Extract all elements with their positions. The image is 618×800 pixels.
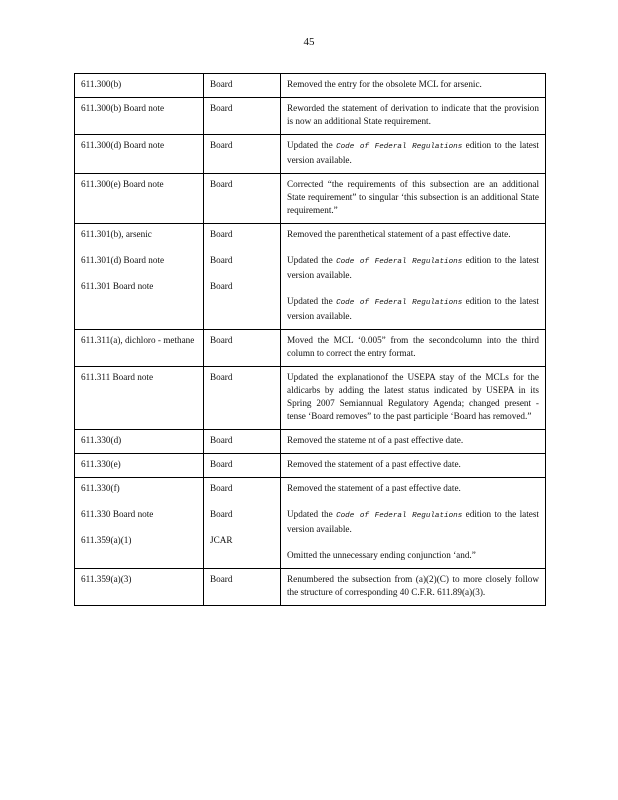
section-reference: 611.300(b) Board note <box>81 103 165 113</box>
description-text: Omitted the unnecessary ending conjunction ‘and.” <box>287 550 476 560</box>
table-row <box>75 174 546 224</box>
description-text: edition to the latest version available. <box>287 296 539 321</box>
change-description <box>287 458 539 471</box>
agency-cell <box>204 174 281 224</box>
section-reference: 611.300(d) Board note <box>81 140 165 150</box>
agency-cell <box>204 367 281 430</box>
agency-cell <box>204 98 281 135</box>
section-cell <box>75 98 204 135</box>
section-cell <box>75 430 204 454</box>
agency-cell <box>204 330 281 367</box>
change-description <box>287 434 539 447</box>
agency-cell <box>204 224 281 330</box>
change-description <box>287 139 539 167</box>
table-row <box>75 454 546 478</box>
description-text: Updated the <box>287 509 337 519</box>
description-text: edition to the latest version available. <box>287 509 539 534</box>
section-reference: 611.359(a)(1) <box>81 535 132 545</box>
page-number: 45 <box>303 36 315 48</box>
change-description <box>287 371 539 423</box>
cfr-title: Code of Federal Regulations <box>336 299 463 307</box>
section-cell <box>75 174 204 224</box>
table-row <box>75 135 546 174</box>
change-description <box>287 508 539 536</box>
section-reference: 611.301 Board note <box>81 281 154 291</box>
changes-table <box>74 73 546 606</box>
section-cell <box>75 569 204 606</box>
table-row <box>75 478 546 569</box>
description-cell <box>281 367 546 430</box>
description-text: Renumbered the subsection from (a)(2)(C) to more closely follow the structure of corresponding 40 C.F.R. 611.89(a)(3). <box>287 574 539 597</box>
change-description <box>287 228 539 241</box>
change-description <box>287 295 539 323</box>
section-reference: 611.330(e) <box>81 459 121 469</box>
section-cell <box>75 454 204 478</box>
section-cell <box>75 478 204 569</box>
description-text: Moved the MCL ‘0.005” from the secondcolumn into the third column to correct the entry format. <box>287 335 539 358</box>
description-text: edition to the latest version available. <box>287 255 539 280</box>
section-reference: 611.300(e) Board note <box>81 179 164 189</box>
description-text: edition to the latest version available. <box>287 140 539 165</box>
agency-cell <box>204 74 281 98</box>
description-cell <box>281 174 546 224</box>
agency-cell <box>204 569 281 606</box>
section-cell <box>75 224 204 330</box>
description-text: Updated the <box>287 140 337 150</box>
agency-name: Board <box>210 79 233 89</box>
description-cell <box>281 330 546 367</box>
agency-cell <box>204 454 281 478</box>
section-reference: 611.330(d) <box>81 435 122 445</box>
section-reference: 611.300(b) <box>81 79 122 89</box>
description-cell <box>281 135 546 174</box>
description-text: Reworded the statement of derivation to indicate that the provision is now an additional State requirement. <box>287 103 539 126</box>
change-description <box>287 178 539 217</box>
change-description <box>287 334 539 360</box>
section-reference: 611.311(a), dichloro - methane <box>81 335 195 345</box>
agency-name: Board <box>210 103 233 113</box>
description-text: Corrected “the requirements of this subsection are an additional State requirement” to singular ‘this subsection is an additional State requirement.” <box>287 179 539 215</box>
change-description <box>287 549 539 562</box>
agency-name: Board <box>210 509 233 519</box>
cfr-title: Code of Federal Regulations <box>336 512 463 520</box>
agency-name: Board <box>210 229 233 239</box>
agency-cell <box>204 135 281 174</box>
description-text: Removed the parenthetical statement of a past effective date. <box>287 229 511 239</box>
section-reference: 611.301(b), arsenic <box>81 229 152 239</box>
description-cell <box>281 569 546 606</box>
section-reference: 611.311 Board note <box>81 372 154 382</box>
section-cell <box>75 135 204 174</box>
agency-name: Board <box>210 335 233 345</box>
table-body <box>75 74 546 606</box>
table-row <box>75 367 546 430</box>
agency-name: JCAR <box>210 535 233 545</box>
description-cell <box>281 224 546 330</box>
agency-name: Board <box>210 372 233 382</box>
section-reference: 611.359(a)(3) <box>81 574 132 584</box>
agency-name: Board <box>210 140 233 150</box>
agency-name: Board <box>210 179 233 189</box>
section-cell <box>75 74 204 98</box>
table-row <box>75 330 546 367</box>
table-row <box>75 74 546 98</box>
change-description <box>287 254 539 282</box>
description-cell <box>281 454 546 478</box>
description-cell <box>281 478 546 569</box>
description-cell <box>281 74 546 98</box>
section-reference: 611.301(d) Board note <box>81 255 165 265</box>
agency-name: Board <box>210 255 233 265</box>
change-description <box>287 482 539 495</box>
section-reference: 611.330 Board note <box>81 509 154 519</box>
table-row <box>75 430 546 454</box>
table-row <box>75 98 546 135</box>
description-cell <box>281 98 546 135</box>
description-text: Updated the explanationof the USEPA stay of the MCLs for the aldicarbs by adding the latest status indicated by USEPA in its Spring 2007 Semiannual Regulatory Agenda; changed present -tense ‘Board removes” to the past participle ‘Board has removed.” <box>287 372 539 421</box>
section-cell <box>75 330 204 367</box>
cfr-title: Code of Federal Regulations <box>336 258 463 266</box>
agency-name: Board <box>210 459 233 469</box>
agency-name: Board <box>210 483 233 493</box>
description-cell <box>281 430 546 454</box>
section-reference: 611.330(f) <box>81 483 120 493</box>
agency-cell <box>204 478 281 569</box>
agency-name: Board <box>210 574 233 584</box>
section-cell <box>75 367 204 430</box>
change-description <box>287 573 539 599</box>
agency-cell <box>204 430 281 454</box>
description-text: Removed the statement of a past effective date. <box>287 483 461 493</box>
table-row <box>75 569 546 606</box>
agency-name: Board <box>210 435 233 445</box>
description-text: Removed the stateme nt of a past effective date. <box>287 435 464 445</box>
table-row <box>75 224 546 330</box>
agency-name: Board <box>210 281 233 291</box>
change-description <box>287 102 539 128</box>
description-text: Removed the statement of a past effective date. <box>287 459 461 469</box>
change-description <box>287 78 539 91</box>
description-text: Updated the <box>287 255 337 265</box>
cfr-title: Code of Federal Regulations <box>336 143 463 151</box>
description-text: Removed the entry for the obsolete MCL for arsenic. <box>287 79 482 89</box>
description-text: Updated the <box>287 296 337 306</box>
